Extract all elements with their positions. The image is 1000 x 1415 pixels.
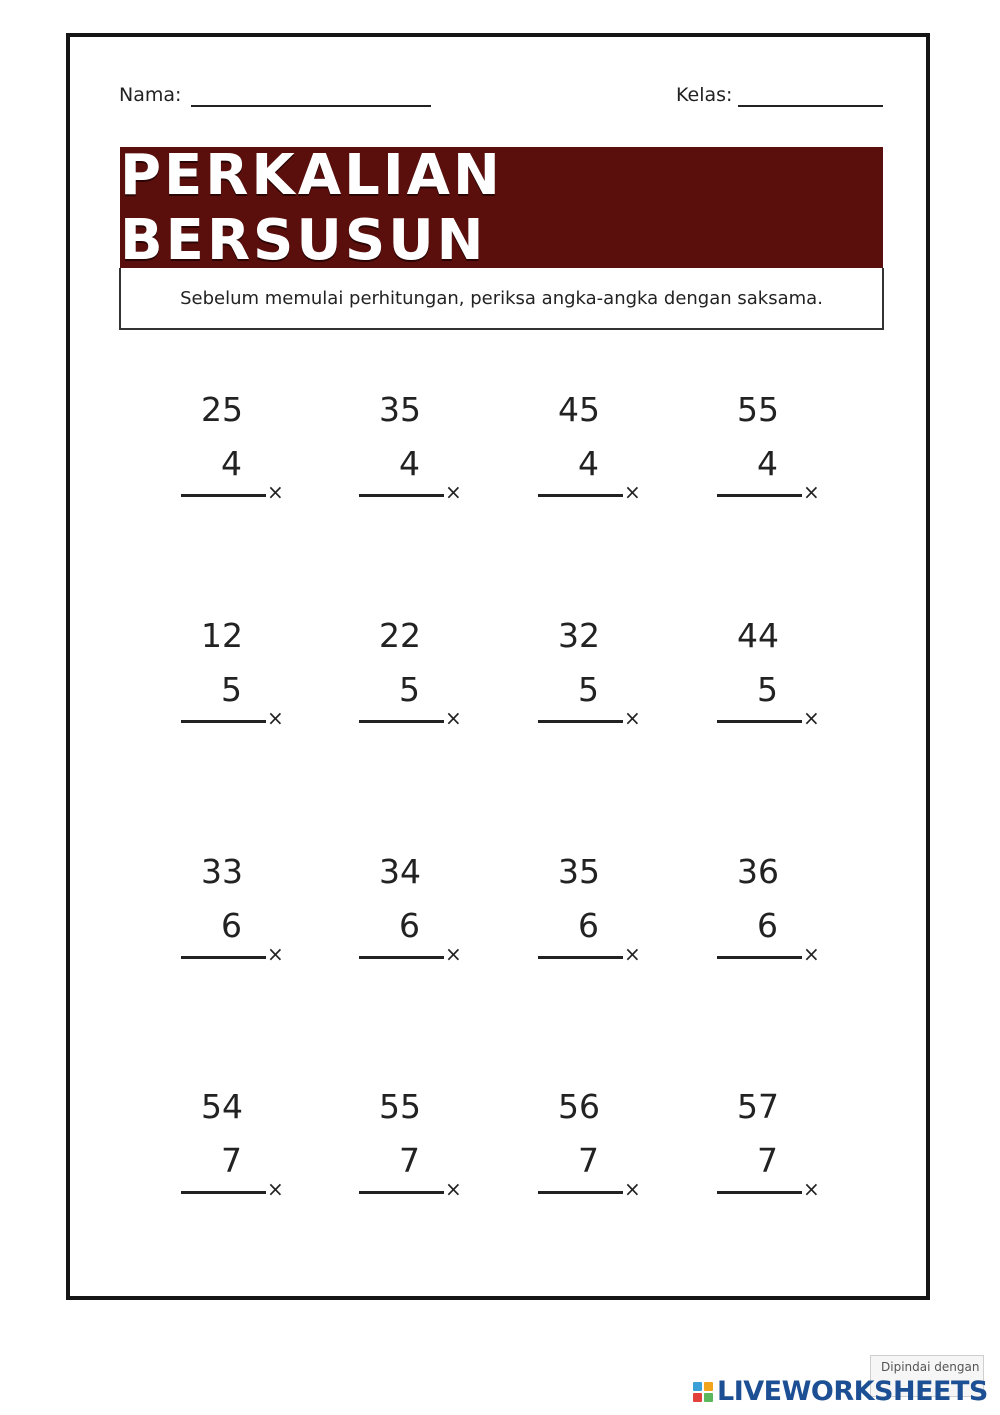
- answer-line[interactable]: [538, 494, 623, 497]
- answer-line[interactable]: [359, 1191, 444, 1194]
- times-sign: ×: [445, 1177, 462, 1201]
- class-label: Kelas:: [676, 84, 733, 106]
- answer-line[interactable]: [717, 1191, 802, 1194]
- multiplication-problem: [359, 616, 469, 739]
- multiplier: 6: [399, 906, 420, 945]
- liveworksheets-logo: [693, 1376, 988, 1407]
- instruction-text: Sebelum memulai perhitungan, periksa angka-angka dengan saksama.: [180, 287, 823, 309]
- times-sign: ×: [803, 942, 820, 966]
- multiplication-problem: [717, 390, 827, 513]
- answer-line[interactable]: [717, 956, 802, 959]
- multiplicand: 32: [558, 616, 600, 655]
- multiplication-problem: [181, 390, 291, 513]
- answer-line[interactable]: [538, 720, 623, 723]
- times-sign: ×: [803, 706, 820, 730]
- multiplicand: 45: [558, 390, 600, 429]
- times-sign: ×: [267, 706, 284, 730]
- multiplier: 7: [578, 1141, 599, 1180]
- answer-line[interactable]: [538, 1191, 623, 1194]
- multiplication-problem: [181, 852, 291, 975]
- multiplicand: 35: [379, 390, 421, 429]
- answer-line[interactable]: [181, 956, 266, 959]
- multiplication-problem: [717, 1087, 827, 1210]
- multiplicand: 56: [558, 1087, 600, 1126]
- times-sign: ×: [803, 1177, 820, 1201]
- multiplication-problem: [181, 1087, 291, 1210]
- multiplicand: 55: [379, 1087, 421, 1126]
- multiplier: 5: [757, 670, 778, 709]
- multiplier: 7: [399, 1141, 420, 1180]
- multiplicand: 12: [201, 616, 243, 655]
- multiplier: 5: [578, 670, 599, 709]
- answer-line[interactable]: [181, 1191, 266, 1194]
- times-sign: ×: [803, 480, 820, 504]
- multiplier: 6: [578, 906, 599, 945]
- class-field[interactable]: [738, 105, 883, 107]
- multiplicand: 54: [201, 1087, 243, 1126]
- multiplication-problem: [717, 616, 827, 739]
- page-title: PERKALIAN BERSUSUN: [120, 142, 503, 273]
- times-sign: ×: [445, 706, 462, 730]
- multiplicand: 34: [379, 852, 421, 891]
- multiplicand: 35: [558, 852, 600, 891]
- multiplier: 6: [221, 906, 242, 945]
- name-label: Nama:: [119, 84, 182, 106]
- multiplier: 5: [221, 670, 242, 709]
- multiplicand: 44: [737, 616, 779, 655]
- multiplication-problem: [359, 852, 469, 975]
- instruction-box: [119, 268, 884, 330]
- times-sign: ×: [267, 480, 284, 504]
- title-banner: [120, 142, 883, 273]
- multiplier: 4: [399, 444, 420, 483]
- multiplier: 5: [399, 670, 420, 709]
- logo-blocks-icon: [693, 1382, 713, 1402]
- multiplier: 4: [757, 444, 778, 483]
- multiplicand: 33: [201, 852, 243, 891]
- answer-line[interactable]: [717, 494, 802, 497]
- multiplicand: 55: [737, 390, 779, 429]
- multiplier: 6: [757, 906, 778, 945]
- answer-line[interactable]: [181, 720, 266, 723]
- answer-line[interactable]: [359, 720, 444, 723]
- times-sign: ×: [267, 942, 284, 966]
- multiplication-problem: [538, 616, 648, 739]
- name-field[interactable]: [191, 105, 431, 107]
- times-sign: ×: [445, 942, 462, 966]
- multiplication-problem: [359, 390, 469, 513]
- multiplier: 4: [578, 444, 599, 483]
- multiplication-problem: [717, 852, 827, 975]
- multiplier: 4: [221, 444, 242, 483]
- multiplicand: 57: [737, 1087, 779, 1126]
- multiplication-problem: [538, 852, 648, 975]
- multiplier: 7: [221, 1141, 242, 1180]
- answer-line[interactable]: [538, 956, 623, 959]
- times-sign: ×: [624, 1177, 641, 1201]
- scan-stamp-text: Dipindai dengan: [881, 1360, 980, 1374]
- answer-line[interactable]: [359, 494, 444, 497]
- multiplier: 7: [757, 1141, 778, 1180]
- brand-text: LIVEWORKSHEETS: [717, 1376, 988, 1407]
- multiplication-problem: [359, 1087, 469, 1210]
- multiplication-problem: [181, 616, 291, 739]
- times-sign: ×: [445, 480, 462, 504]
- answer-line[interactable]: [359, 956, 444, 959]
- multiplication-problem: [538, 390, 648, 513]
- answer-line[interactable]: [717, 720, 802, 723]
- multiplicand: 22: [379, 616, 421, 655]
- times-sign: ×: [624, 706, 641, 730]
- multiplication-problem: [538, 1087, 648, 1210]
- answer-line[interactable]: [181, 494, 266, 497]
- times-sign: ×: [624, 480, 641, 504]
- times-sign: ×: [267, 1177, 284, 1201]
- multiplicand: 25: [201, 390, 243, 429]
- multiplicand: 36: [737, 852, 779, 891]
- times-sign: ×: [624, 942, 641, 966]
